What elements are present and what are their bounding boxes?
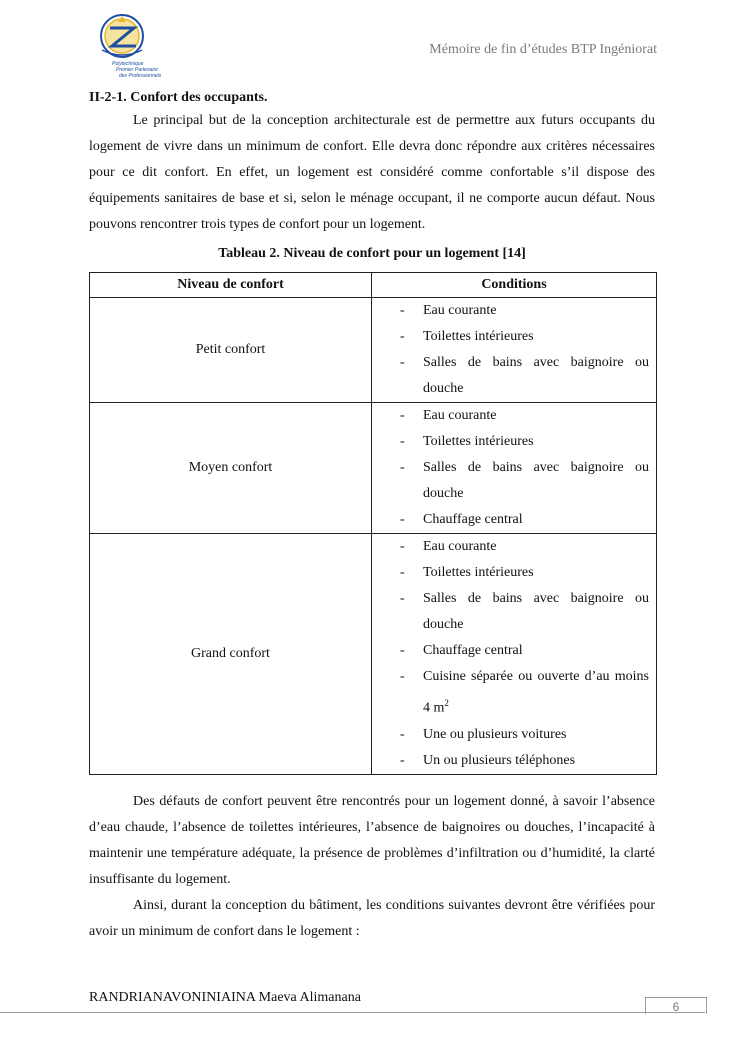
header-title: Mémoire de fin d’études BTP Ingéniorat bbox=[429, 42, 657, 57]
condition-item: - Chauffage central bbox=[372, 507, 649, 533]
condition-item: - Chauffage central bbox=[372, 638, 649, 664]
footer-divider bbox=[0, 1012, 705, 1013]
condition-item: - Toilettes intérieures bbox=[372, 429, 649, 455]
page-content bbox=[89, 88, 655, 945]
table-header-row bbox=[90, 273, 657, 298]
conditions-intro-paragraph: Ainsi, durant la conception du bâtiment, les conditions suivantes devront être vérifiées pour avoir un minimum de confort dans le logement : bbox=[89, 897, 655, 939]
dash-bullet: - bbox=[400, 565, 405, 580]
level-cell: Moyen confort bbox=[90, 403, 372, 534]
condition-item: - Cuisine séparée ou ouverte d’au moins 4 $m^2$ bbox=[372, 664, 649, 722]
table-row bbox=[90, 298, 657, 403]
dash-bullet: - bbox=[400, 460, 405, 475]
dash-bullet: - bbox=[400, 512, 405, 527]
dash-bullet: - bbox=[400, 539, 405, 554]
condition-item: - Toilettes intérieures bbox=[372, 560, 649, 586]
svg-text:Premier Partenaire: Premier Partenaire bbox=[116, 67, 158, 73]
conditions-cell bbox=[372, 403, 657, 534]
dash-bullet: - bbox=[400, 434, 405, 449]
dash-bullet: - bbox=[400, 643, 405, 658]
condition-item: - Salles de bains avec baignoire ou douche bbox=[372, 455, 649, 507]
dash-bullet: - bbox=[400, 752, 405, 768]
condition-item: - Une ou plusieurs voitures bbox=[372, 722, 649, 748]
dash-bullet: - bbox=[400, 329, 405, 344]
conditions-cell bbox=[372, 534, 657, 775]
condition-item: - Eau courante bbox=[372, 298, 649, 324]
superscript: 2 bbox=[444, 698, 449, 708]
condition-item: - Salles de bains avec baignoire ou douche bbox=[372, 586, 649, 638]
dash-bullet: - bbox=[400, 303, 405, 318]
svg-text:Polytechnique: Polytechnique bbox=[112, 61, 144, 67]
condition-item: - Toilettes intérieures bbox=[372, 324, 649, 350]
header-level: Niveau de confort bbox=[90, 273, 372, 298]
header-conditions: Conditions bbox=[372, 273, 657, 298]
section-title: II-2-1. Confort des occupants. bbox=[89, 90, 268, 105]
condition-item: - Eau courante bbox=[372, 534, 649, 560]
table-caption: Tableau 2. Niveau de confort pour un logement [14] bbox=[218, 246, 526, 261]
dash-bullet: - bbox=[400, 408, 405, 423]
dash-bullet: - bbox=[400, 591, 405, 606]
footer-author: RANDRIANAVONINIAINA Maeva Alimanana bbox=[89, 990, 361, 1005]
level-cell: Grand confort bbox=[90, 534, 372, 775]
dash-bullet: - bbox=[400, 355, 405, 370]
condition-item: - Salles de bains avec baignoire ou douche bbox=[372, 350, 649, 402]
condition-item: - Un ou plusieurs téléphones bbox=[372, 748, 649, 774]
intro-paragraph: Le principal but de la conception architecturale est de permettre aux futurs occupants du logement de vivre dans un minimum de confort. Elle devra donc répondre aux critères nécessaires pour ce dit confort. En effet, un logement est considéré comme confortable s’il dispose des équipements sanitaires de base et si, selon le ménage occupant, il ne comporte aucun défaut. Nous pouvons rencontrer trois types de confort pour un logement. bbox=[89, 113, 655, 232]
svg-text:des Professionnels: des Professionnels bbox=[119, 73, 162, 79]
table-row bbox=[90, 534, 657, 775]
school-logo-icon bbox=[92, 10, 162, 82]
dash-bullet: - bbox=[400, 726, 405, 742]
comfort-table bbox=[89, 272, 657, 775]
dash-bullet: - bbox=[400, 669, 405, 684]
table-row bbox=[90, 403, 657, 534]
defects-paragraph: Des défauts de confort peuvent être rencontrés pour un logement donné, à savoir l’absence d’eau chaude, l’absence de toilettes intérieures, l’absence de baignoires ou douches, l’incapacité à maintenir une température adéquate, la présence de problèmes d’infiltration ou d’humidité, la clarté insuffisante du logement. bbox=[89, 793, 655, 887]
condition-item: - Eau courante bbox=[372, 403, 649, 429]
conditions-cell bbox=[372, 298, 657, 403]
page-number: 6 bbox=[645, 997, 707, 1014]
level-cell: Petit confort bbox=[90, 298, 372, 403]
